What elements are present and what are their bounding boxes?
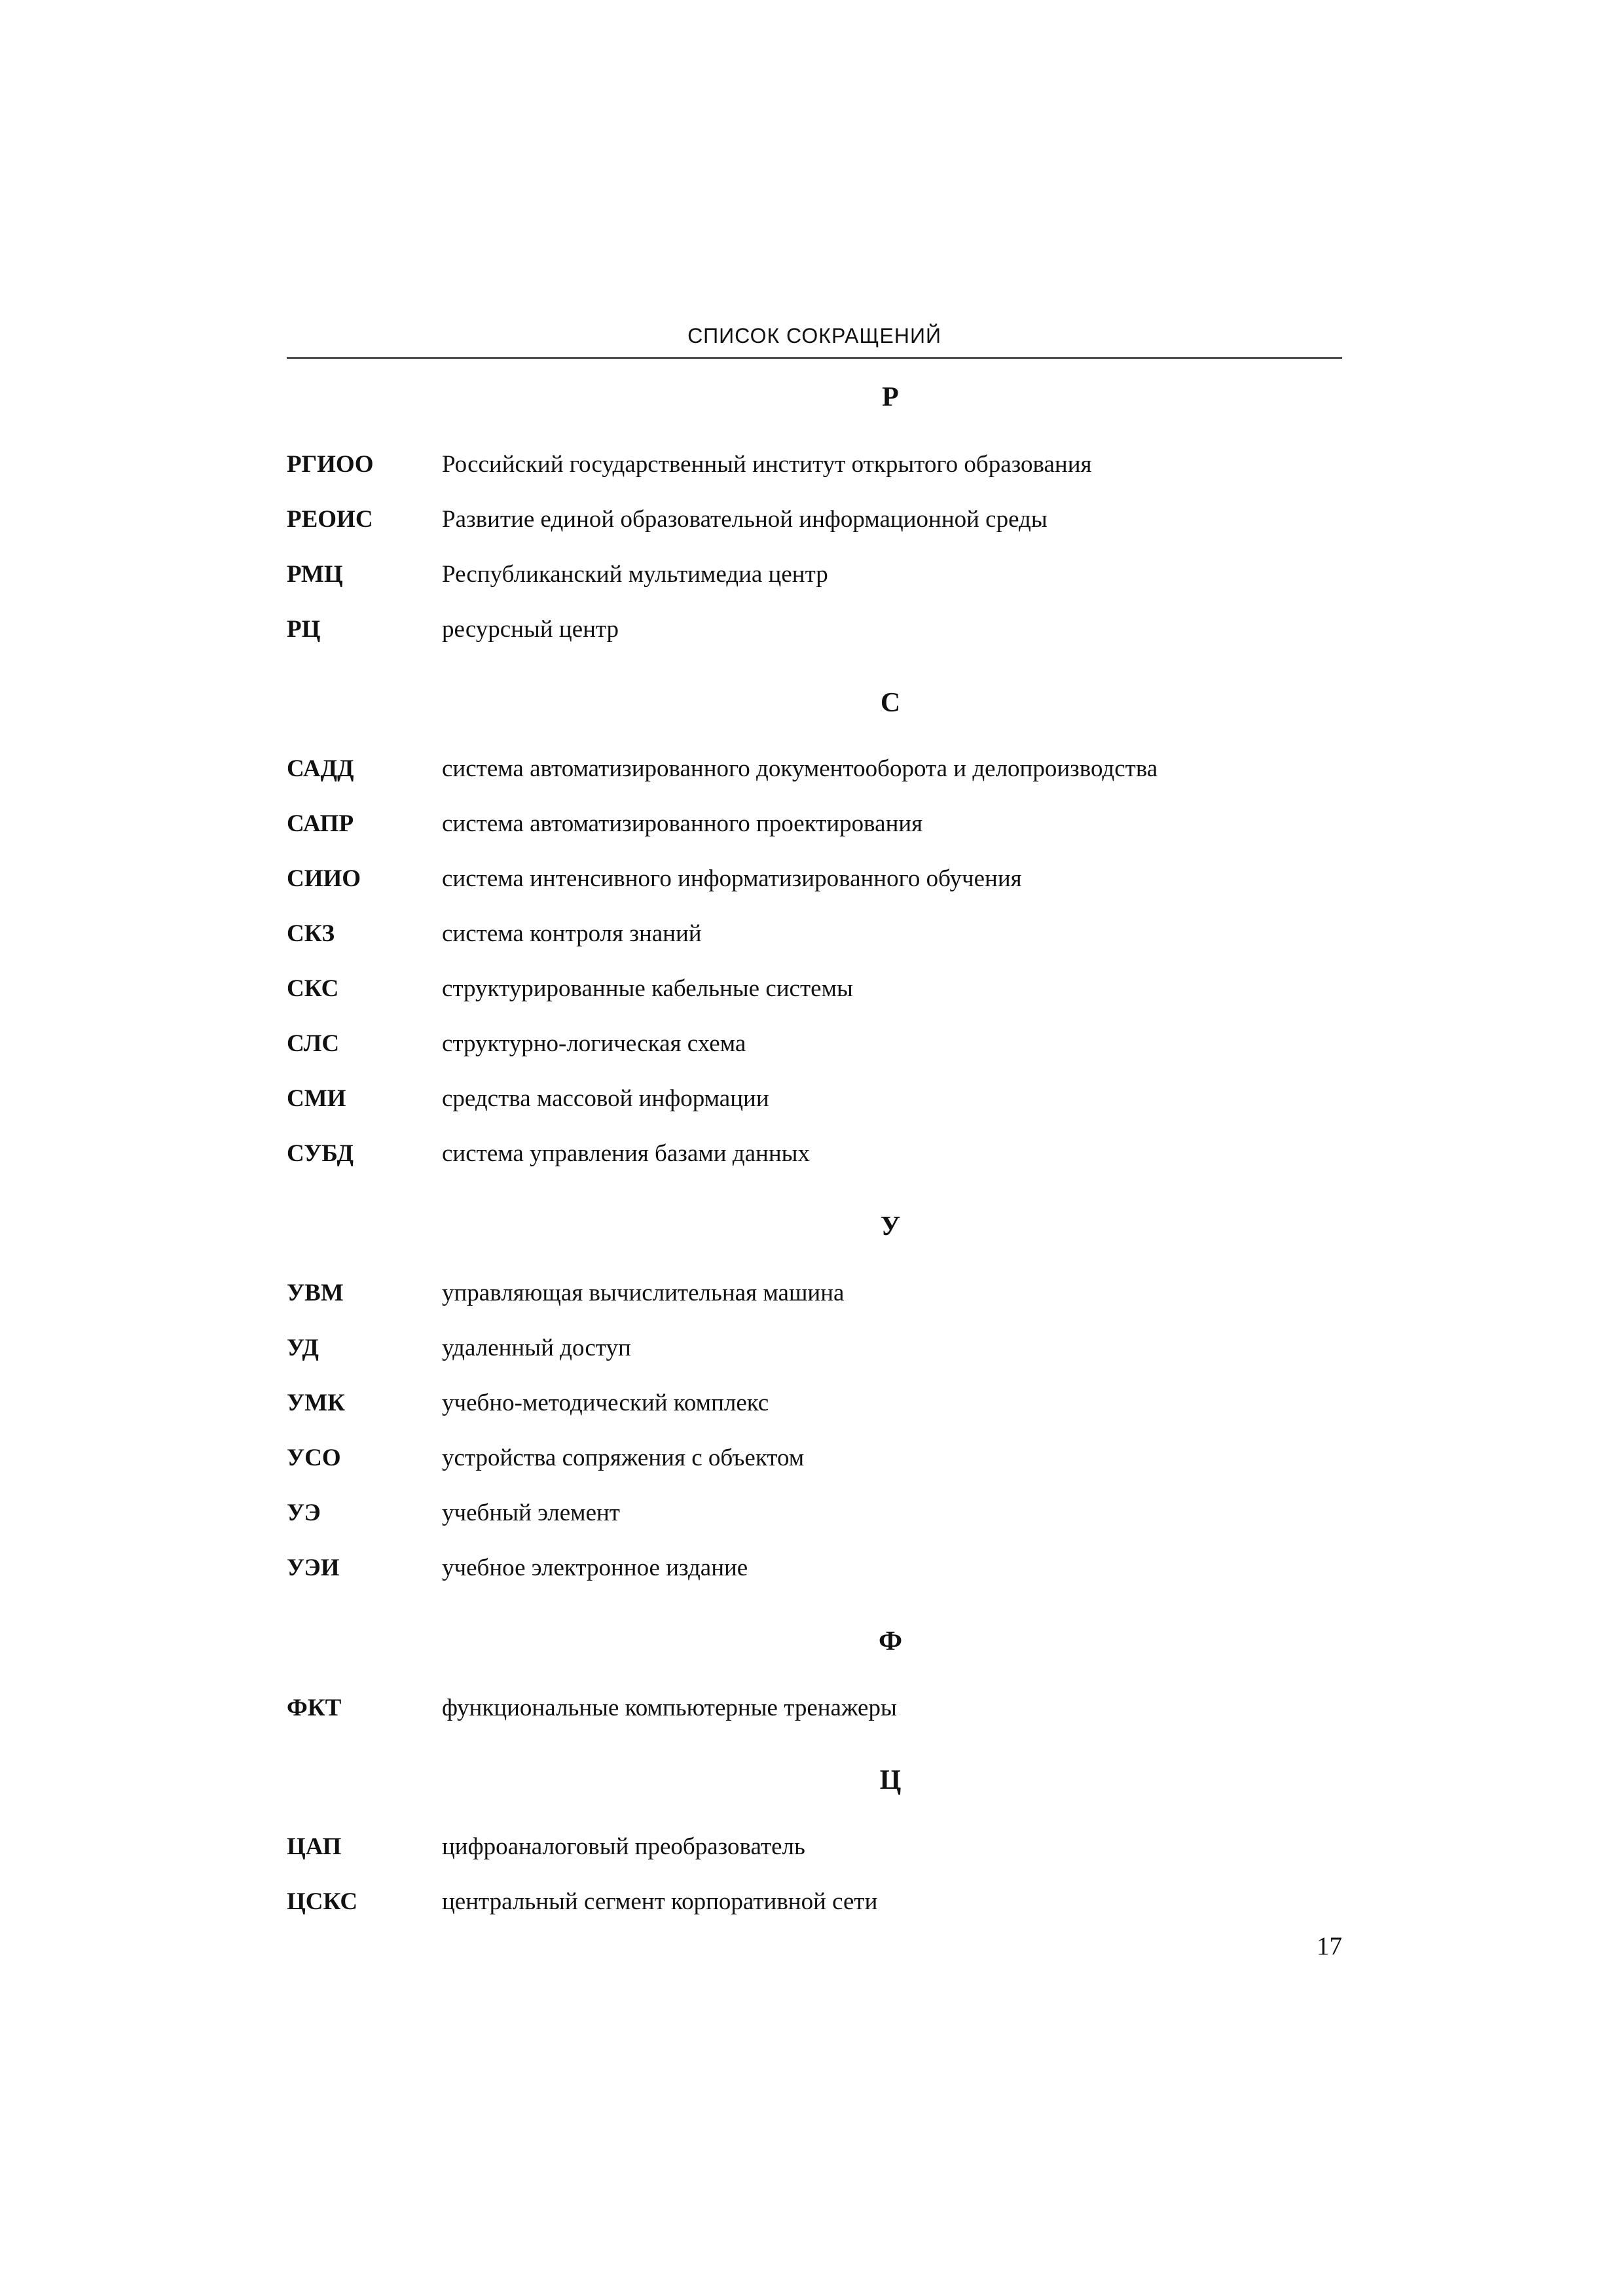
- section-letter-f: Ф: [878, 1626, 903, 1657]
- definition: средства массовой информации: [442, 1085, 769, 1112]
- definition: ресурсный центр: [442, 616, 619, 643]
- abbreviation: СМИ: [287, 1085, 346, 1112]
- abbreviation: РМЦ: [287, 561, 343, 588]
- definition: система автоматизированного документооборота и делопроизводства: [442, 755, 1158, 782]
- definition: устройства сопряжения с объектом: [442, 1444, 805, 1471]
- section-letter-r: Р: [882, 382, 899, 412]
- section-letter-u: У: [880, 1211, 901, 1242]
- abbreviation: САДД: [287, 755, 354, 782]
- abbreviation: ЦАП: [287, 1833, 342, 1860]
- abbreviation: УВМ: [287, 1280, 344, 1306]
- header-rule: [287, 357, 1342, 359]
- abbreviation: УД: [287, 1335, 319, 1361]
- definition: система автоматизированного проектирования: [442, 810, 923, 837]
- abbreviation: ЦСКС: [287, 1888, 358, 1915]
- abbreviation: СКЗ: [287, 920, 335, 947]
- abbreviation: УСО: [287, 1444, 341, 1471]
- definition: система интенсивного информатизированного обучения: [442, 865, 1022, 892]
- definition: структурированные кабельные системы: [442, 975, 853, 1002]
- definition: учебно-методический комплекс: [442, 1390, 769, 1416]
- abbreviation: СИИО: [287, 865, 361, 892]
- section-letter-ts: Ц: [879, 1765, 902, 1795]
- abbreviation: УЭИ: [287, 1554, 340, 1581]
- abbreviation: УЭ: [287, 1499, 321, 1526]
- definition: учебный элемент: [442, 1499, 620, 1526]
- abbreviation: РГИОО: [287, 451, 374, 478]
- abbreviation: ФКТ: [287, 1695, 342, 1721]
- abbreviation: РЦ: [287, 616, 321, 643]
- abbreviation: УМК: [287, 1390, 345, 1416]
- definition: Республиканский мультимедиа центр: [442, 561, 828, 588]
- definition: учебное электронное издание: [442, 1554, 748, 1581]
- page-number: 17: [1317, 1932, 1342, 1960]
- abbreviation: СУБД: [287, 1140, 354, 1167]
- abbreviation: РЕОИС: [287, 506, 373, 533]
- section-letter-s: С: [880, 688, 901, 718]
- definition: система управления базами данных: [442, 1140, 810, 1167]
- definition: удаленный доступ: [442, 1335, 631, 1361]
- abbreviation: СЛС: [287, 1030, 340, 1057]
- definition: цифроаналоговый преобразователь: [442, 1833, 805, 1860]
- abbreviation: САПР: [287, 810, 354, 837]
- definition: управляющая вычислительная машина: [442, 1280, 845, 1306]
- definition: Развитие единой образовательной информационной среды: [442, 506, 1048, 533]
- definition: функциональные компьютерные тренажеры: [442, 1695, 897, 1721]
- definition: структурно-логическая схема: [442, 1030, 746, 1057]
- running-head-title: СПИСОК СОКРАЩЕНИЙ: [687, 324, 941, 348]
- abbreviation: СКС: [287, 975, 339, 1002]
- definition: центральный сегмент корпоративной сети: [442, 1888, 878, 1915]
- definition: Российский государственный институт открытого образования: [442, 451, 1092, 478]
- definition: система контроля знаний: [442, 920, 702, 947]
